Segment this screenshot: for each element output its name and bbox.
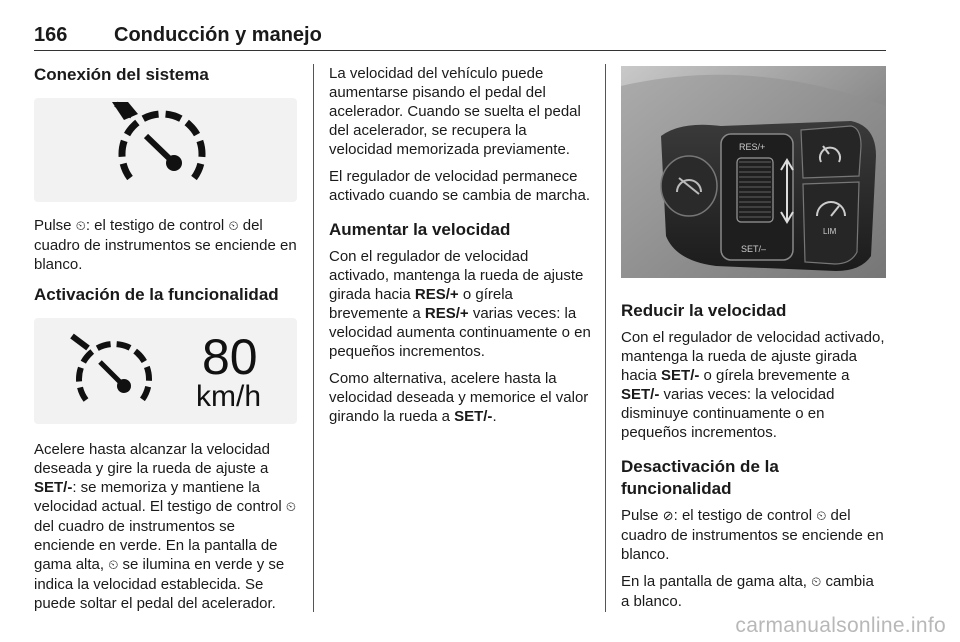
subheading: Aumentar la velocidad [329, 220, 511, 239]
page-number: 166 [34, 24, 68, 46]
speed-unit: km/h [196, 380, 262, 413]
subheading: Reducir la velocidad [621, 301, 787, 320]
set-label: SET/– [741, 244, 767, 254]
paragraph: Como alternativa, acelere hasta la velocidad deseada y memorice el valor girando la rueda a SET/-. [329, 370, 589, 425]
paragraph: Acelere hasta alcanzar la velocidad deseada y gire la rueda de ajuste a SET/-: se memoriza y mantiene la velocidad actual. El testigo de control ⏲ del cuadro de instrumentos se enciende en verde. En la pantalla de gama alta, ⏲ se ilumina en verde y se indica la velocidad establecida. Se puede soltar el pedal del acelerador. [34, 441, 296, 612]
cruise-control-icon: ⏲ [811, 575, 822, 590]
running-title: Conducción y manejo [114, 24, 322, 46]
paragraph: Pulse ⊘: el testigo de control ⏲ del cuadro de instrumentos se enciende en blanco. [621, 507, 884, 563]
column-divider [313, 64, 314, 612]
cruise-control-icon: ⏲ [75, 219, 86, 234]
steering-wheel-controls-photo [621, 66, 886, 278]
set-speed-value: 80 [202, 329, 258, 385]
paragraph: Pulse ⏲: el testigo de control ⏲ del cuadro de instrumentos se enciende en blanco. [34, 217, 297, 273]
cruise-control-icon: ⏲ [108, 558, 119, 573]
column-1 [34, 64, 297, 621]
paragraph: En la pantalla de gama alta, ⏲ cambia a blanco. [621, 573, 874, 610]
subheading: Activación de la funcionalidad [34, 285, 279, 304]
cruise-control-icon: ⏲ [285, 500, 296, 515]
cruise-control-icon: ⏲ [816, 509, 827, 524]
paragraph: El regulador de velocidad permanece activado cuando se cambia de marcha. [329, 168, 590, 204]
paragraph: Con el regulador de velocidad activado, mantenga la rueda de ajuste girada hacia SET/- o gírela brevemente a SET/- varias veces: la velocidad disminuye continuamente o en pequeños incrementos. [621, 329, 885, 441]
paragraph: Con el regulador de velocidad activado, mantenga la rueda de ajuste girada hacia RES/+ o gírela brevemente a RES/+ varias veces: la velocidad aumenta continuamente o en pequeños incrementos. [329, 248, 591, 360]
column-divider [605, 64, 606, 612]
cruise-control-icon: ⏲ [228, 219, 239, 234]
lim-label: LIM [823, 227, 837, 236]
cruise-control-figure [34, 98, 297, 202]
section-title: Conexión del sistema [34, 65, 209, 84]
set-speed-figure [34, 318, 297, 424]
steering-wheel-controls [621, 66, 886, 278]
cruise-control-icon [34, 98, 297, 202]
watermark: carmanualsonline.info [735, 614, 946, 637]
column-3 [621, 64, 886, 619]
subheading: Desactivación de la funcionalidad [621, 457, 779, 498]
cruise-cancel-icon: ⊘ [662, 509, 674, 524]
column-2 [329, 64, 591, 434]
paragraph: La velocidad del vehículo puede aumentarse pisando el pedal del acelerador. Cuando se suelta el pedal del acelerador, se recupera la velocidad memorizada previamente. [329, 65, 581, 158]
res-label: RES/+ [739, 142, 766, 152]
page-header [34, 20, 886, 51]
